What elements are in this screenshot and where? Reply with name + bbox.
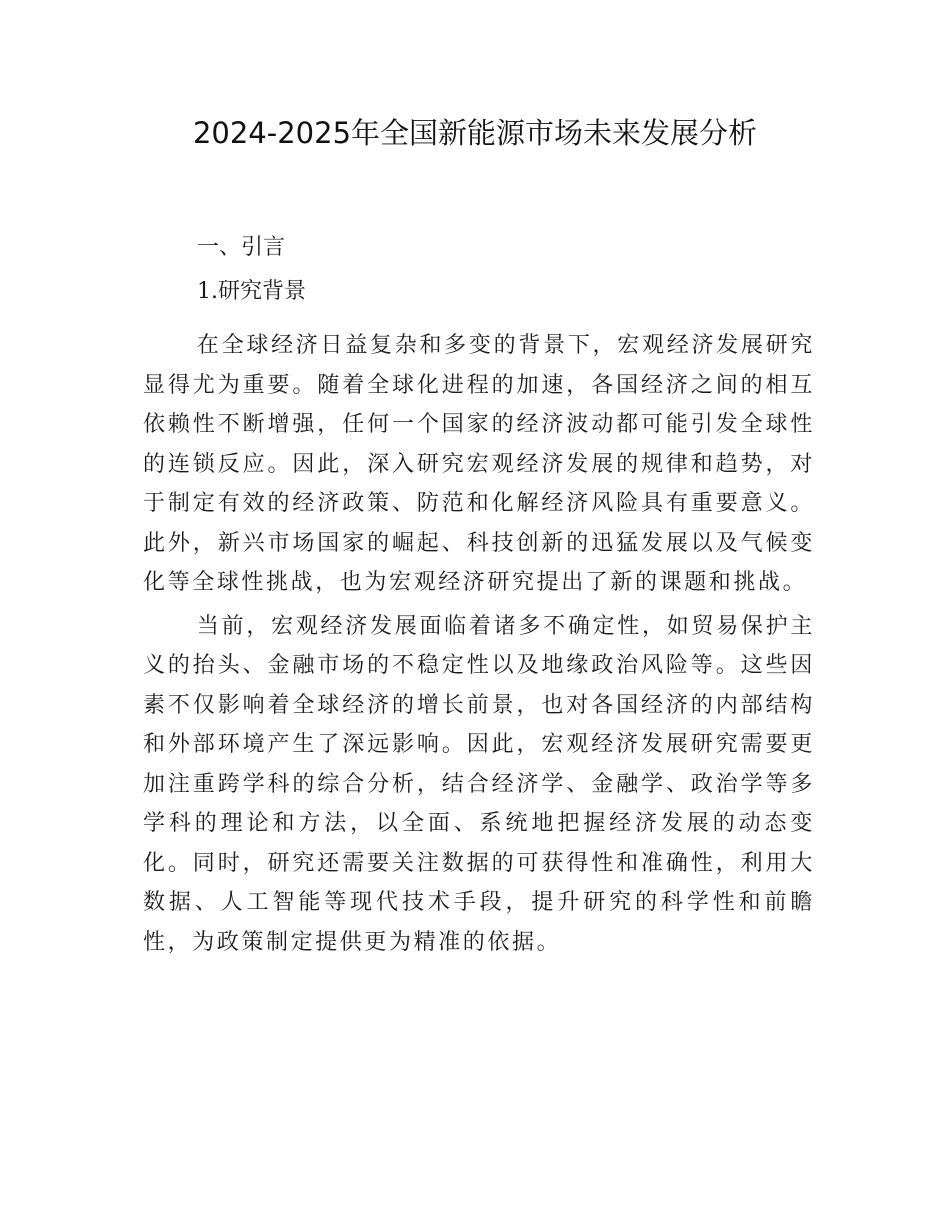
document-body — [143, 226, 815, 962]
subsection-heading: 1.研究背景 — [197, 279, 306, 304]
body-paragraph: 当前，宏观经济发展面临着诸多不确定性，如贸易保护主义的抬头、金融市场的不稳定性以及地缘政治风险等。这些因素不仅影响着全球经济的增长前景，也对各国经济的内部结构和外部环境产生了深远影响。因此，宏观经济发展研究需要更加注重跨学科的综合分析，结合经济学、金融学、政治学等多学科的理论和方法，以全面、系统地把握经济发展的动态变化。同时，研究还需要关注数据的可获得性和准确性，利用大数据、人工智能等现代技术手段，提升研究的科学性和前瞻性，为政策制定提供更为精准的依据。 — [143, 613, 815, 955]
document-title: 2024-2025年全国新能源市场未来发展分析 — [192, 116, 758, 150]
section-heading: 一、引言 — [197, 235, 286, 260]
body-paragraph: 在全球经济日益复杂和多变的背景下，宏观经济发展研究显得尤为重要。随着全球化进程的加速，各国经济之间的相互依赖性不断增强，任何一个国家的经济波动都可能引发全球性的连锁反应。因此，深入研究宏观经济发展的规律和趋势，对于制定有效的经济政策、防范和化解经济风险具有重要意义。此外，新兴市场国家的崛起、科技创新的迅猛发展以及气候变化等全球性挑战，也为宏观经济研究提出了新的课题和挑战。 — [143, 333, 815, 595]
